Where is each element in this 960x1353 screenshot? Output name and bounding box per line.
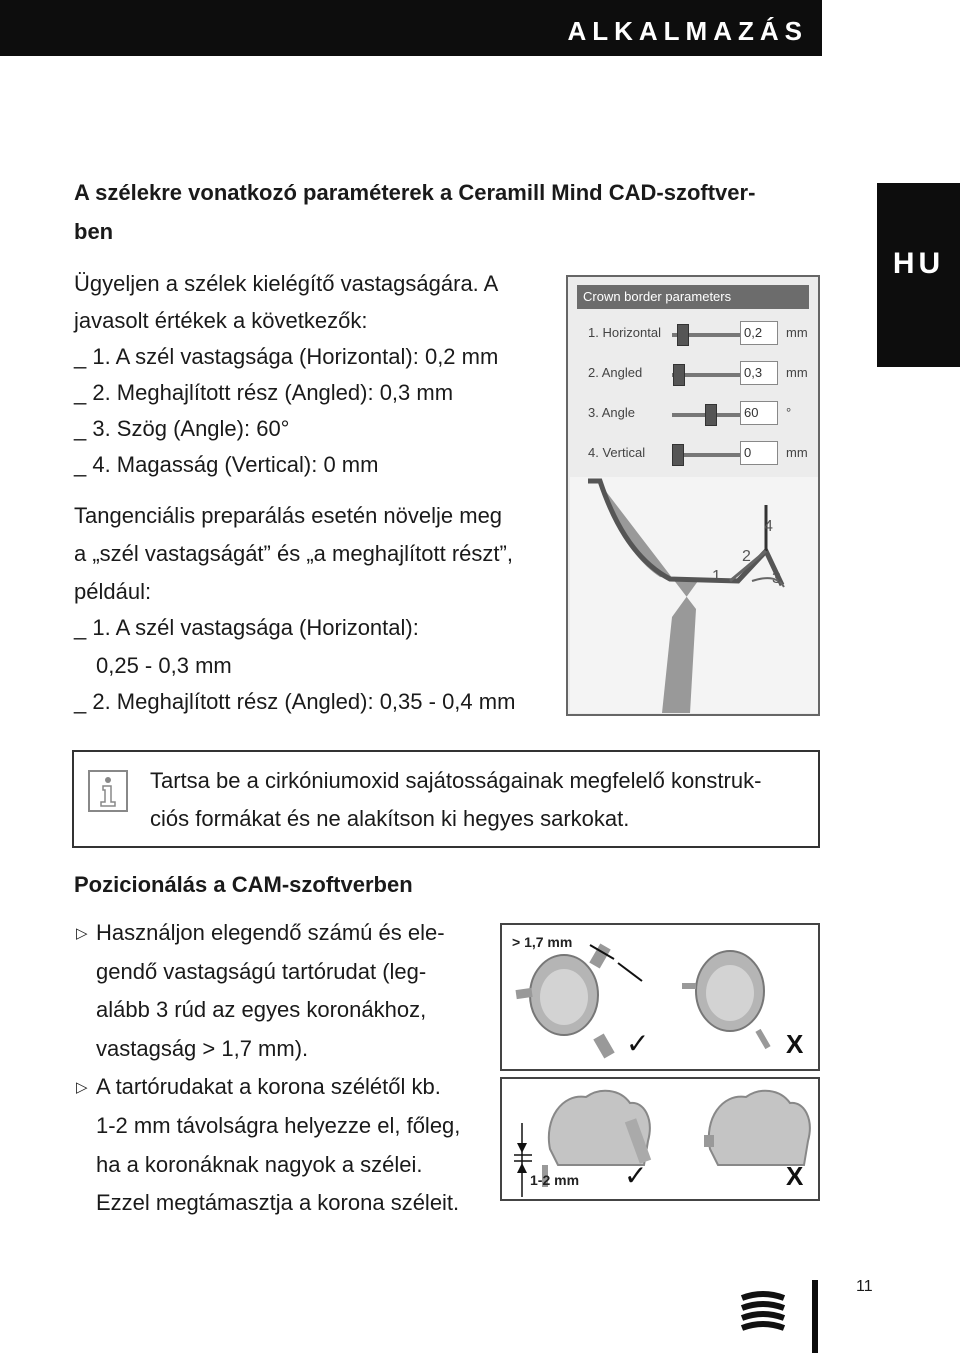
param-value-field[interactable]: 0,3 <box>740 361 778 385</box>
diagram-label: 4 <box>764 518 773 535</box>
param-row-vertical <box>588 441 810 467</box>
brand-logo-icon <box>740 1288 786 1334</box>
language-label: HU <box>892 247 945 280</box>
slider-knob[interactable] <box>672 444 684 466</box>
slider-track <box>672 453 744 457</box>
param-unit: mm <box>786 365 808 380</box>
param-row-angled <box>588 361 810 387</box>
list-item: _ 1. A szél vastagsága (Horizontal): 0,2 mm <box>74 344 499 369</box>
note-line2: ciós formákat és ne alakítson ki hegyes sarkokat. <box>150 806 630 831</box>
diagram-label: 2 <box>742 548 751 565</box>
note-line1: Tartsa be a cirkóniumoxid sajátosságainak megfelelő konstruk- <box>150 768 762 793</box>
bullet1-line: Használjon elegendő számú és ele- <box>96 920 445 945</box>
param-label: 3. Angle <box>588 405 635 420</box>
bullet1-line: gendő vastagságú tartórudat (leg- <box>96 959 427 984</box>
intro-line1: Ügyeljen a szélek kielégítő vastagságára. A <box>74 271 499 296</box>
info-icon <box>88 770 128 812</box>
slider-track <box>672 333 744 337</box>
section2-heading: Pozicionálás a CAM-szoftverben <box>74 872 413 897</box>
cross-icon: X <box>786 1161 804 1191</box>
param-row-angle <box>588 401 810 427</box>
check-icon: ✓ <box>626 1027 650 1060</box>
example1-line1: _ 1. A szél vastagsága (Horizontal): <box>74 615 419 640</box>
header-bar <box>0 0 822 56</box>
support-thickness-figure <box>500 923 820 1071</box>
note-text <box>150 762 761 838</box>
list-item: _ 4. Magasság (Vertical): 0 mm <box>74 452 379 477</box>
bullet2-line: Ezzel megtámasztja a korona széleit. <box>96 1190 460 1215</box>
slider-knob[interactable] <box>677 324 689 346</box>
page-number: 11 <box>856 1278 873 1295</box>
example2: _ 2. Meghajlított rész (Angled): 0,35 - 0,4 mm <box>74 689 516 714</box>
list-item: _ 3. Szög (Angle): 60° <box>74 416 290 441</box>
slider-knob[interactable] <box>673 364 685 386</box>
diagram-label: 1 <box>712 568 721 585</box>
panel-title: Crown border parameters <box>577 285 809 309</box>
param-value-field[interactable]: 0 <box>740 441 778 465</box>
param-unit: mm <box>786 325 808 340</box>
param-label: 4. Vertical <box>588 445 646 460</box>
intro-line2: javasolt értékek a következők: <box>74 308 368 333</box>
slider-track <box>672 413 744 417</box>
list-item: _ 2. Meghajlított rész (Angled): 0,3 mm <box>74 380 454 405</box>
diagram-label: 3 <box>772 570 781 587</box>
param-label: 2. Angled <box>588 365 643 380</box>
triangle-bullet-icon: ▷ <box>76 1079 88 1096</box>
bullet2-line: ha a koronáknak nagyok a szélei. <box>96 1152 423 1177</box>
check-icon: ✓ <box>624 1159 648 1192</box>
tangential-line3: például: <box>74 579 152 604</box>
param-value-field[interactable]: 60 <box>740 401 778 425</box>
crown-border-parameters-panel <box>566 275 820 716</box>
footer-divider <box>812 1280 818 1353</box>
param-unit: mm <box>786 445 808 460</box>
tangential-line2: a „szél vastagságát” és „a meghajlított részt”, <box>74 541 513 566</box>
slider-knob[interactable] <box>705 404 717 426</box>
param-unit: ° <box>786 405 792 420</box>
bullet1-line: alább 3 rúd az egyes koronákhoz, <box>96 997 427 1022</box>
support-distance-figure <box>500 1077 820 1201</box>
note-box <box>72 750 820 848</box>
section1-heading-line2: ben <box>74 219 114 244</box>
language-tab <box>877 183 960 367</box>
slider-track <box>672 373 744 377</box>
header-title: ALKALMAZÁS <box>567 16 808 46</box>
cross-icon: X <box>786 1029 804 1059</box>
bullet2-line: A tartórudakat a korona szélétől kb. <box>96 1074 441 1099</box>
param-label: 1. Horizontal <box>588 325 661 340</box>
figure-label: > 1,7 mm <box>512 934 573 950</box>
param-value-field[interactable]: 0,2 <box>740 321 778 345</box>
section1-heading-line1: A szélekre vonatkozó paraméterek a Ceramill Mind CAD-szoftver- <box>74 180 756 205</box>
triangle-bullet-icon: ▷ <box>76 925 88 942</box>
param-row-horizontal <box>588 321 810 347</box>
figure-label: 1-2 mm <box>530 1172 580 1188</box>
tangential-line1: Tangenciális preparálás esetén növelje meg <box>74 503 503 528</box>
crown-border-diagram <box>570 477 818 713</box>
bullet1-line: vastagság > 1,7 mm). <box>96 1036 309 1061</box>
bullet2-line: 1-2 mm távolságra helyezze el, főleg, <box>96 1113 461 1138</box>
example1-line2: 0,25 - 0,3 mm <box>96 653 232 678</box>
